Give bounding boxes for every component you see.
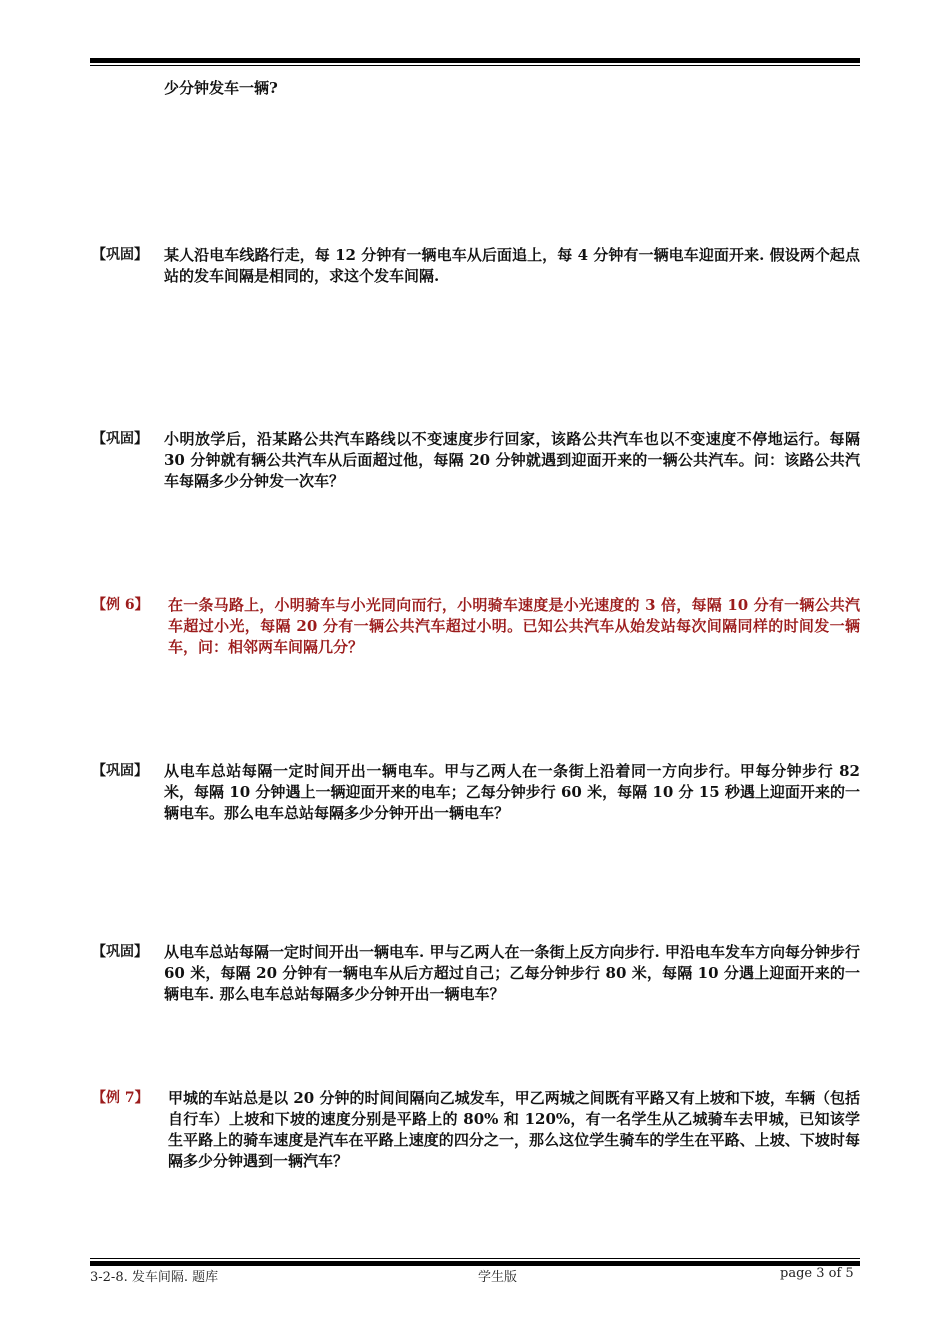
problem-consolidate-4 (92, 942, 860, 1005)
problem-text: 小明放学后，沿某路公共汽车路线以不变速度步行回家，该路公共汽车也以不变速度不停地运行。每隔 30 分钟就有辆公共汽车从后面超过他，每隔 20 分钟就遇到迎面开来的一辆公共汽车。问：该路公共汽车每隔多少分钟发一次车？ (164, 430, 860, 490)
problem-text: 从电车总站每隔一定时间开出一辆电车. 甲与乙两人在一条街上反方向步行. 甲沿电车发车方向每分钟步行 60 米，每隔 20 分钟有一辆电车从后方超过自己；乙每分钟步行 80 米，每隔 10 分遇上迎面开来的一辆电车. 那么电车总站每隔多少分钟开出一辆电车？ (164, 943, 860, 1003)
problem-example-6 (92, 595, 860, 658)
problem-consolidate-2 (92, 429, 860, 492)
continuation-text: 少分钟发车一辆? (164, 79, 278, 97)
problem-tag: 【巩固】 (92, 247, 148, 263)
problem-tag: 【巩固】 (92, 944, 148, 960)
problem-example-7 (92, 1088, 860, 1172)
header-rule (90, 58, 860, 66)
footer-file-label: 3-2-8. 发车间隔. 题库 (90, 1270, 219, 1285)
footer-rule (90, 1258, 860, 1266)
problem-tag: 【巩固】 (92, 431, 148, 447)
problem-tag: 【例 6】 (92, 597, 149, 613)
footer-edition: 学生版 (478, 1270, 518, 1285)
problem-text: 从电车总站每隔一定时间开出一辆电车。甲与乙两人在一条街上沿着同一方向步行。甲每分钟步行 82 米，每隔 10 分钟遇上一辆迎面开来的电车；乙每分钟步行 60 米，每隔 10 分 15 秒遇上迎面开来的一辆电车。那么电车总站每隔多少分钟开出一辆电车？ (164, 762, 860, 822)
problem-text: 某人沿电车线路行走，每 12 分钟有一辆电车从后面追上，每 4 分钟有一辆电车迎面开来. 假设两个起点站的发车间隔是相同的，求这个发车间隔. (164, 246, 860, 285)
problem-text: 在一条马路上，小明骑车与小光同向而行，小明骑车速度是小光速度的 3 倍，每隔 10 分有一辆公共汽车超过小光，每隔 20 分有一辆公共汽车超过小明。已知公共汽车从始发站每次间隔同样的时间发一辆车，问：相邻两车间隔几分？ (168, 596, 860, 656)
footer-page-number: page 3 of 5 (780, 1266, 854, 1281)
problem-text: 甲城的车站总是以 20 分钟的时间间隔向乙城发车，甲乙两城之间既有平路又有上坡和下坡，车辆（包括自行车）上坡和下坡的速度分别是平路上的 80% 和 120%，有一名学生从乙城骑车去甲城，已知该学生平路上的骑车速度是汽车在平路上速度的四分之一，那么这位学生骑车的学生在平路、上坡、下坡时每隔多少分钟遇到一辆汽车？ (168, 1089, 860, 1170)
problem-consolidate-1 (92, 245, 860, 287)
problem-tag: 【例 7】 (92, 1090, 149, 1106)
problem-consolidate-3 (92, 761, 860, 824)
problem-tag: 【巩固】 (92, 763, 148, 779)
